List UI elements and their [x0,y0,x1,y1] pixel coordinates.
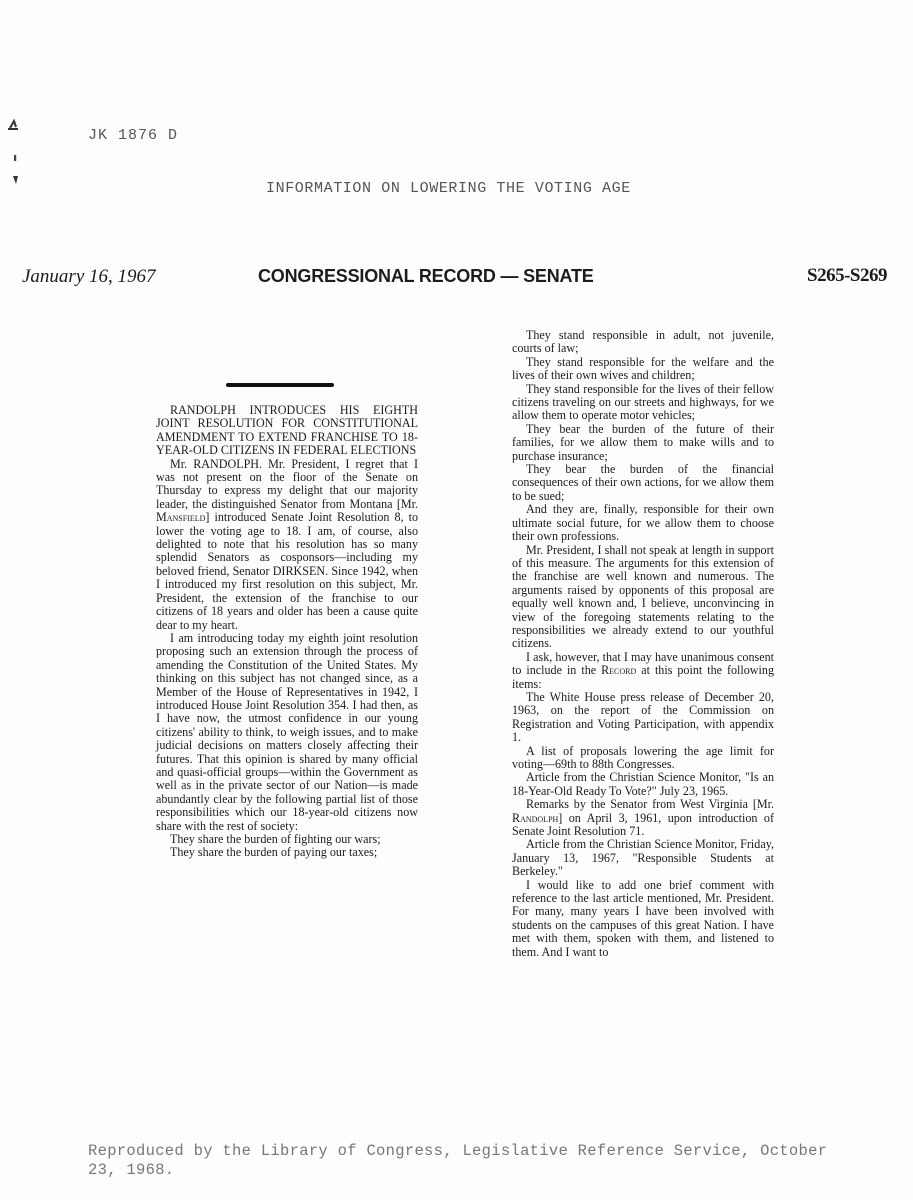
paragraph [512,879,774,959]
paragraph-text: Article from the Christian Science Monitor, "Is an 18-Year-Old Ready To Vote?" July 23, 1965. [512,770,774,798]
call-number: JK 1876 D [88,127,179,144]
paragraph [512,423,774,463]
paragraph [512,745,774,772]
paragraph-text: They share the burden of paying our taxes; [170,845,378,860]
paragraph-text: Article from the Christian Science Monitor, Friday, January 13, 1967, "Responsible Students at Berkeley." [512,837,774,879]
paragraph [512,771,774,798]
paragraph-text: Mr. RANDOLPH. Mr. President, I regret that I was not present on the floor of the Senate on Thursday to express my delight that our majority leader, the distinguished Senator from Montana [Mr. [156,456,418,511]
left-column-body [156,458,418,860]
paragraph [512,651,774,691]
header-title: CONGRESSIONAL RECORD — SENATE [258,266,594,286]
paragraph-text: I am introducing today my eighth joint resolution proposing such an extension through the process of amending the Constitution of the United States. My thinking on this subject has not changed since, as a Member of the House of Representatives in 1942, I introduced House Joint Resolution 354. I had then, as I have now, the utmost confidence in our young citizens' ability to think, to weigh issues, and to make judicial decisions on matters closely affecting their futures. That this opinion is shared by many official and quasi-official groups—within the Government as well as in the private sector of our Nation—is made abundantly clear by the following partial list of those responsibilities which our 18-year-old citizens now share with the rest of society: [156,630,418,833]
paragraph [512,838,774,878]
paragraph [512,463,774,503]
paragraph-text: And they are, finally, responsible for their own ultimate social future, for we allow them to choose their own professions. [512,502,774,544]
header-date: January 16, 1967 [22,266,156,287]
paragraph-text: They bear the burden of the financial consequences of their own actions, for we allow them to be sued; [512,462,774,503]
paragraph-text: ] on April 3, 1961, upon introduction of Senate Joint Resolution 71. [512,810,774,839]
paragraph [512,691,774,745]
paragraph-text: They stand responsible in adult, not juvenile, courts of law; [512,328,774,356]
right-column-body [512,329,774,959]
paragraph [512,503,774,543]
header-pages: S265-S269 [807,265,887,286]
reproduction-footer: Reproduced by the Library of Congress, Legislative Reference Service, October 23, 1968. [88,1142,828,1179]
small-caps-name: Randolph [512,810,559,825]
paragraph-text: The White House press release of December 20, 1963, on the report of the Commission on Registration and Voting Participation, with appendix 1. [512,689,774,745]
paragraph-text: They bear the burden of the future of their families, for we allow them to make wills and to purchase insurance; [512,421,774,463]
paragraph-text: at this point the following items: [512,663,774,691]
paragraph-text: A list of proposals lowering the age limit for voting—69th to 88th Congresses. [512,743,774,771]
paragraph [512,798,774,838]
paragraph-text: Remarks by the Senator from West Virginia [Mr. [526,797,774,812]
paragraph [156,833,418,846]
small-caps-name: Record [601,663,637,678]
left-column [156,404,418,860]
paragraph-text: They stand responsible for the welfare and the lives of their own wives and children; [512,354,774,383]
paragraph [512,383,774,423]
paragraph [512,544,774,651]
paragraph [156,458,418,632]
paragraph-text: I would like to add one brief comment with reference to the last article mentioned, Mr. President. For many, many years I have been involved with students on the campuses of this great Nation. I have met with them, spoken with them, and listened to them. And I want to [512,877,774,959]
paragraph-text: They stand responsible for the lives of their fellow citizens traveling on our streets and highways, for we allow them to operate motor vehicles; [512,381,774,423]
paragraph [156,846,418,859]
margin-marks [4,118,26,193]
paragraph-text: They share the burden of fighting our wars; [170,832,381,846]
typed-title: INFORMATION ON LOWERING THE VOTING AGE [266,180,631,197]
paragraph-text: I ask, however, that I may have unanimous consent to include in the [512,649,774,678]
paragraph [512,329,774,356]
article-headline: RANDOLPH INTRODUCES HIS EIGHTH JOINT RESOLUTION FOR CONSTITUTIONAL AMENDMENT TO EXTEND FRANCHISE TO 18-YEAR-OLD CITIZENS IN FEDERAL ELECTIONS [156,403,418,458]
right-column [512,329,774,959]
section-rule [226,383,334,387]
paragraph-text: Mr. President, I shall not speak at length in support of this measure. The arguments for this extension of the franchise are well known and numerous. The arguments raised by opponents of this proposal are equally well known and, I believe, unconvincing in view of the foregoing statements relating to the responsibilities we already extend to our youthful citizens. [512,542,774,651]
paragraph-text: ] introduced Senate Joint Resolution 8, to lower the voting age to 18. I am, of course, also delighted to note that his resolution has so many splendid Senators as cosponsors—including my beloved friend, Senator DIRKSEN. Since 1942, when I introduced my first resolution on this subject, Mr. President, the extension of the franchise to our citizens of 18 years and older has been a cause quite dear to my heart. [156,510,418,632]
paragraph [512,356,774,383]
paragraph [156,632,418,833]
small-caps-name: Mansfield [156,510,206,525]
